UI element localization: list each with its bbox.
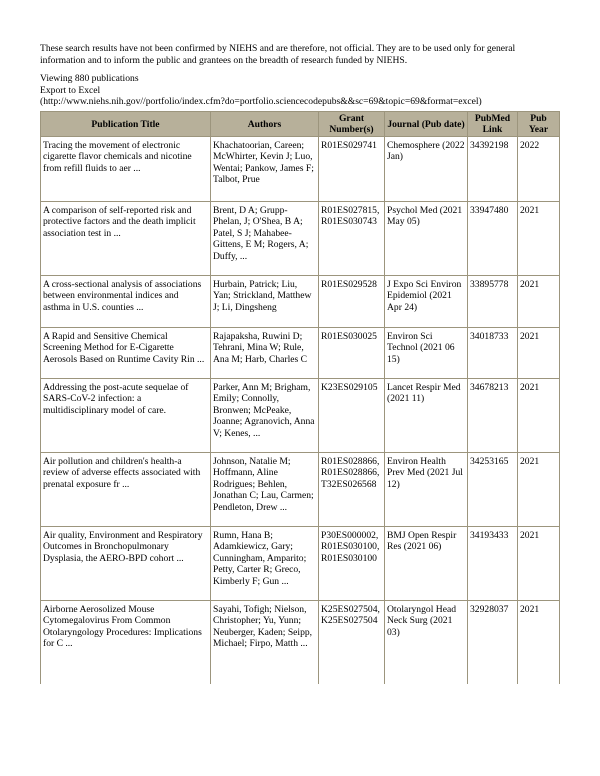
- publications-table: [40, 111, 560, 684]
- cell-journal: Psychol Med (2021 May 05): [385, 202, 468, 276]
- cell-pubmed-link[interactable]: 34193433: [468, 527, 518, 601]
- header-journal: Journal (Pub date): [385, 112, 468, 137]
- table-row: [41, 601, 560, 685]
- cell-year: 2021: [518, 379, 560, 453]
- cell-title: Air pollution and children's health-a review of adverse effects associated with prenatal exposure fr ...: [41, 453, 211, 527]
- viewing-count: Viewing 880 publications: [40, 73, 139, 84]
- cell-title: A cross-sectional analysis of associations between environmental indices and asthma in U.S. counties ...: [41, 276, 211, 328]
- cell-journal: Chemosphere (2022 Jan): [385, 137, 468, 202]
- results-summary: [40, 73, 570, 108]
- table-row: [41, 276, 560, 328]
- cell-year: 2021: [518, 601, 560, 685]
- header-pubmed-link: PubMed Link: [468, 112, 518, 137]
- table-row: [41, 202, 560, 276]
- table-header-row: [41, 112, 560, 137]
- cell-authors: Rajapaksha, Ruwini D; Tehrani, Mina W; Rule, Ana M; Harb, Charles C: [211, 328, 319, 379]
- table-row: [41, 328, 560, 379]
- export-link[interactable]: Export to Excel: [40, 84, 101, 96]
- header-pub-year: Pub Year: [518, 112, 560, 137]
- cell-grant: R01ES030025: [319, 328, 385, 379]
- header-authors: Authors: [211, 112, 319, 137]
- cell-journal: BMJ Open Respir Res (2021 06): [385, 527, 468, 601]
- cell-journal: Otolaryngol Head Neck Surg (2021 03): [385, 601, 468, 685]
- table-row: [41, 379, 560, 453]
- cell-journal: J Expo Sci Environ Epidemiol (2021 Apr 24): [385, 276, 468, 328]
- cell-pubmed-link[interactable]: 32928037: [468, 601, 518, 685]
- cell-journal: Environ Sci Technol (2021 06 15): [385, 328, 468, 379]
- cell-grant: R01ES028866, R01ES028866, T32ES026568: [319, 453, 385, 527]
- cell-authors: Rumn, Hana B; Adamkiewicz, Gary; Cunningham, Amparito; Petty, Carter R; Greco, Kimberly F; Gun ...: [211, 527, 319, 601]
- cell-authors: Hurbain, Patrick; Liu, Yan; Strickland, Matthew J; Li, Dingsheng: [211, 276, 319, 328]
- cell-year: 2021: [518, 527, 560, 601]
- cell-year: 2021: [518, 328, 560, 379]
- cell-authors: Khachatoorian, Careen; McWhirter, Kevin J; Luo, Wentai; Pankow, James F; Talbot, Prue: [211, 137, 319, 202]
- cell-title: Air quality, Environment and Respiratory Outcomes in Bronchopulmonary Dysplasia, the AERO-BPD cohort ...: [41, 527, 211, 601]
- disclaimer-text: These search results have not been confirmed by NIEHS and are therefore, not official. They are to be used only for general information and to inform the public and grantees on the breadth of research funded by NIEHS.: [40, 43, 516, 66]
- cell-year: 2021: [518, 453, 560, 527]
- cell-year: 2022: [518, 137, 560, 202]
- cell-grant: K23ES029105: [319, 379, 385, 453]
- cell-pubmed-link[interactable]: 34018733: [468, 328, 518, 379]
- header-grant-numbers: Grant Number(s): [319, 112, 385, 137]
- cell-year: 2021: [518, 276, 560, 328]
- cell-journal: Lancet Respir Med (2021 11): [385, 379, 468, 453]
- cell-pubmed-link[interactable]: 33947480: [468, 202, 518, 276]
- cell-grant: P30ES000002, R01ES030100, R01ES030100: [319, 527, 385, 601]
- cell-authors: Johnson, Natalie M; Hoffmann, Aline Rodrigues; Behlen, Jonathan C; Lau, Carmen; Pendleton, Drew ...: [211, 453, 319, 527]
- cell-grant: R01ES029528: [319, 276, 385, 328]
- cell-title: Addressing the post-acute sequelae of SARS-CoV-2 infection: a multidisciplinary model of care.: [41, 379, 211, 453]
- table-row: [41, 527, 560, 601]
- cell-authors: Brent, D A; Grupp-Phelan, J; O'Shea, B A; Patel, S J; Mahabee-Gittens, E M; Rogers, A; Duffy, ...: [211, 202, 319, 276]
- cell-grant: R01ES029741: [319, 137, 385, 202]
- table-row: [41, 137, 560, 202]
- cell-pubmed-link[interactable]: 34678213: [468, 379, 518, 453]
- table-row: [41, 453, 560, 527]
- cell-pubmed-link[interactable]: 34253165: [468, 453, 518, 527]
- cell-title: A Rapid and Sensitive Chemical Screening Method for E-Cigarette Aerosols Based on Runtime Cavity Rin ...: [41, 328, 211, 379]
- cell-title: Tracing the movement of electronic cigarette flavor chemicals and nicotine from refill fluids to aer ...: [41, 137, 211, 202]
- cell-pubmed-link[interactable]: 34392198: [468, 137, 518, 202]
- header-publication-title: Publication Title: [41, 112, 211, 137]
- cell-authors: Sayahi, Tofigh; Nielson, Christopher; Yu, Yunn; Neuberger, Kaden; Seipp, Michael; Firpo, Matth ...: [211, 601, 319, 685]
- cell-year: 2021: [518, 202, 560, 276]
- cell-journal: Environ Health Prev Med (2021 Jul 12): [385, 453, 468, 527]
- cell-grant: K25ES027504, K25ES027504: [319, 601, 385, 685]
- cell-title: Airborne Aerosolized Mouse Cytomegalovirus From Common Otolaryngology Procedures: Implications for C ...: [41, 601, 211, 685]
- export-url: (http://www.niehs.nih.gov//portfolio/index.cfm?do=portfolio.sciencecodepubs&&sc=69&topic=69&format=excel): [40, 96, 482, 107]
- cell-grant: R01ES027815, R01ES030743: [319, 202, 385, 276]
- cell-authors: Parker, Ann M; Brigham, Emily; Connolly, Bronwen; McPeake, Joanne; Agranovich, Anna V; Kenes, ...: [211, 379, 319, 453]
- cell-pubmed-link[interactable]: 33895778: [468, 276, 518, 328]
- cell-title: A comparison of self-reported risk and protective factors and the death implicit association test in ...: [41, 202, 211, 276]
